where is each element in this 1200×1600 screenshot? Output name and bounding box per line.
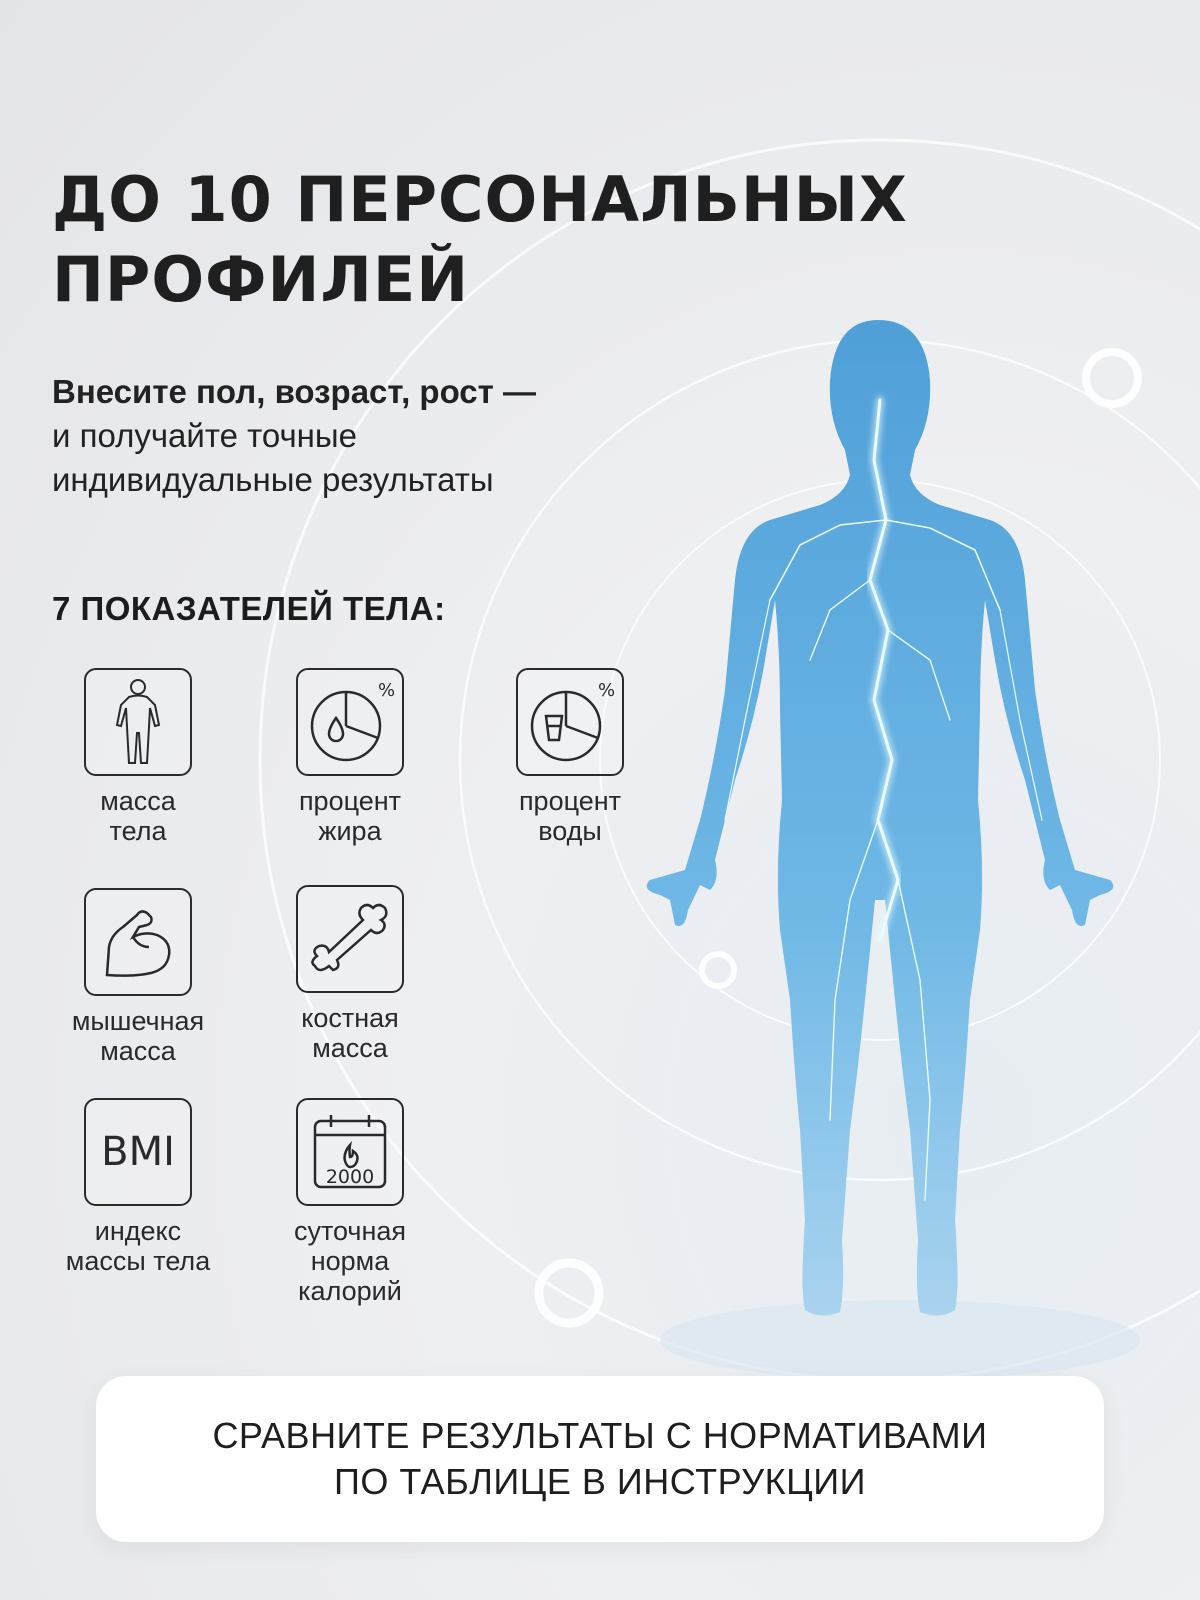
indicator-label: индекс массы тела: [65, 1216, 211, 1276]
indicator-daily-calories: [250, 1098, 450, 1306]
title-line-2: ПРОФИЛЕЙ: [52, 243, 470, 316]
indicator-label: масса тела: [100, 786, 176, 846]
svg-text:%: %: [378, 680, 396, 701]
intro-line-3: индивидуальные результаты: [52, 461, 494, 498]
indicator-muscle-mass: [38, 888, 238, 1066]
indicator-fat-percent: [250, 668, 450, 846]
human-figure-illustration: [630, 300, 1150, 1360]
indicator-label: суточная норма калорий: [293, 1216, 407, 1306]
fat-percent-icon: [296, 668, 404, 776]
muscle-arm-icon: [84, 888, 192, 996]
svg-text:%: %: [598, 680, 616, 701]
indicator-label: мышечная масса: [71, 1006, 205, 1066]
indicator-label: костная масса: [301, 1003, 399, 1063]
svg-text:2000: 2000: [325, 1166, 375, 1188]
calendar-calories-icon: [296, 1098, 404, 1206]
bmi-icon: BMI: [84, 1098, 192, 1206]
indicators-heading: 7 ПОКАЗАТЕЛЕЙ ТЕЛА:: [52, 590, 446, 627]
compare-results-banner: [96, 1376, 1104, 1542]
indicator-label: процент воды: [518, 786, 622, 846]
indicator-bmi: [38, 1098, 238, 1276]
intro-lead: Внесите пол, возраст, рост —: [52, 373, 536, 410]
indicator-label: процент жира: [298, 786, 402, 846]
banner-line-1: СРАВНИТЕ РЕЗУЛЬТАТЫ С НОРМАТИВАМИ: [212, 1415, 988, 1456]
intro-line-2: и получайте точные: [52, 417, 357, 454]
human-body-icon: [84, 668, 192, 776]
indicator-bone-mass: [250, 885, 450, 1063]
indicator-body-mass: [38, 668, 238, 846]
water-percent-icon: [516, 668, 624, 776]
banner-line-2: ПО ТАБЛИЦЕ В ИНСТРУКЦИИ: [333, 1461, 867, 1502]
page-title: [52, 160, 952, 320]
intro-text: [52, 370, 536, 502]
title-line-1: ДО 10 ПЕРСОНАЛЬНЫХ: [52, 163, 908, 236]
bone-icon: [296, 885, 404, 993]
